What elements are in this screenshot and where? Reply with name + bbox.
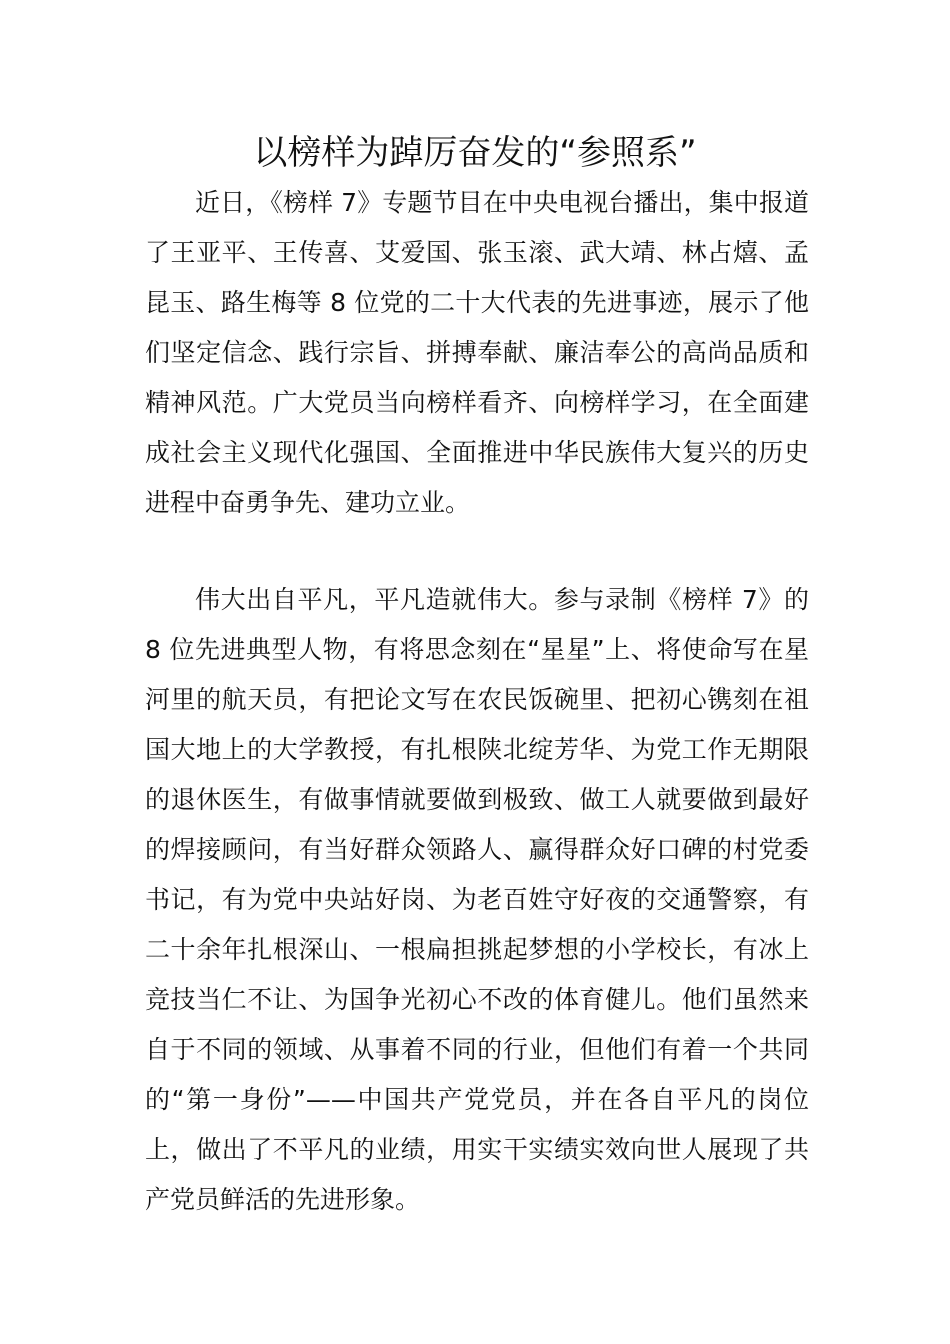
document-title: 以榜样为踔厉奋发的“参照系”	[253, 133, 697, 173]
paragraph-1: 近日，《榜样 7》专题节目在中央电视台播出，集中报道了王亚平、王传喜、艾爱国、张玉滚、武大靖、林占熺、孟昆玉、路生梅等 8 位党的二十大代表的先进事迹，展示了他们坚定信念、践行宗旨、拼搏奉献、廉洁奉公的高尚品质和精神风范。广大党员当向榜样看齐、向榜样学习，在全面建成社会主义现代化强国、全面推进中华民族伟大复兴的历史进程中奋勇争先、建功立业。	[145, 188, 809, 517]
paragraph-2: 伟大出自平凡，平凡造就伟大。参与录制《榜样 7》的 8 位先进典型人物，有将思念刻在“星星”上、将使命写在星河里的航天员，有把论文写在农民饭碗里、把初心镌刻在祖国大地上的大学教授，有扎根陕北绽芳华、为党工作无期限的退休医生，有做事情就要做到极致、做工人就要做到最好的焊接顾问，有当好群众领路人、赢得群众好口碑的村党委书记，有为党中央站好岗、为老百姓守好夜的交通警察，有二十余年扎根深山、一根扁担挑起梦想的小学校长，有冰上竞技当仁不让、为国争光初心不改的体育健儿。他们虽然来自于不同的领域、从事着不同的行业，但他们有着一个共同的“第一身份”——中国共产党党员，并在各自平凡的岗位上，做出了不平凡的业绩，用实干实绩实效向世人展现了共产党员鲜活的先进形象。	[145, 585, 809, 1214]
